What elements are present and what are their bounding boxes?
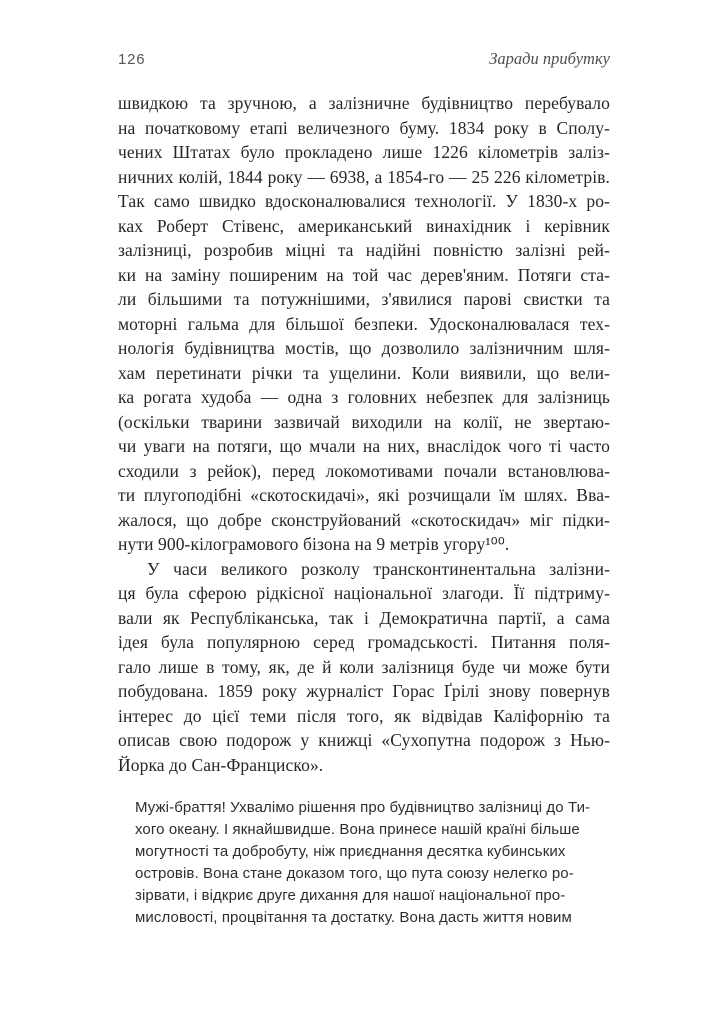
text-line: нути 900-кілограмового бізона на 9 метрів угору¹⁰⁰.	[118, 534, 510, 554]
text-line: Так само швидко вдосконалювалися технології. У 1830-х ро-	[118, 191, 610, 211]
text-line: моторні гальма для більшої безпеки. Удосконалювалася тех-	[118, 313, 610, 334]
text-line: островів. Вона стане доказом того, що пута союзу нелегко ро-	[135, 865, 574, 882]
text-line: ки на заміну поширеним на той час дерев'яним. Потяги ста-	[118, 264, 610, 285]
text-line: зірвати, і відкриє друге дихання для нашої національної про-	[135, 887, 566, 904]
text-line: хого океану. І якнайшвидше. Вона принесе нашій країні більше	[135, 821, 580, 838]
text-line: вали як Республіканська, так і Демократична партії, а сама	[118, 607, 610, 628]
page-header	[118, 49, 610, 69]
text-line: побудована. 1859 року журналіст Горас Ґрілі знову повернув	[118, 681, 610, 701]
text-line: ідея була популярною серед громадськості. Питання поля-	[118, 632, 610, 652]
block-quote	[135, 797, 607, 929]
text-line: могутності та добробуту, ніж приєднання десятка кубинських	[135, 843, 566, 860]
text-line: хам перетинати річки та ущелини. Коли виявили, що вели-	[118, 362, 610, 383]
text-line: нологія будівництва мостів, що дозволило залізничним шля-	[118, 338, 610, 358]
text-line: (оскільки тварини зазвичай виходили на колії, не звертаю-	[118, 411, 610, 432]
text-line: ця була сферою рідкісної національної злагоди. Її підтриму-	[118, 583, 610, 603]
text-line: жалося, що добре сконструйований «скотоскидач» міг підки-	[118, 509, 610, 530]
body-text	[118, 91, 610, 777]
text-line: гало лише в тому, як, де й коли залізниця буде чи може бути	[118, 656, 610, 677]
text-line: залізниці, розробив міцні та надійні повністю залізні рей-	[118, 240, 610, 260]
text-line: швидкою та зручною, а залізничне будівництво перебувало	[118, 93, 610, 113]
text-line: ка рогата худоба — одна з головних небезпек для залізниць	[118, 387, 610, 407]
text-line: чених Штатах було прокладено лише 1226 кілометрів заліз-	[118, 142, 610, 162]
text-line: Йорка до Сан-Франциско».	[118, 754, 324, 775]
running-head: Заради прибутку	[489, 49, 610, 68]
text-line: чи уваги на потяги, що мчали на них, внаслідок чого ті часто	[118, 436, 610, 456]
text-line: мисловості, процвітання та достатку. Вона дасть життя новим	[135, 909, 572, 926]
text-line: ничних колій, 1844 року — 6938, а 1854-го — 25 226 кілометрів.	[118, 166, 610, 187]
paragraph-transcontinental	[118, 557, 610, 778]
text-line: інтерес до цієї теми після того, як відвідав Каліфорнію та	[118, 705, 610, 726]
text-line: описав свою подорож у книжці «Сухопутна подорож з Нью-	[118, 730, 610, 750]
page-number: 126	[118, 51, 146, 68]
text-line: на початковому етапі величезного буму. 1834 року в Сполу-	[118, 117, 610, 138]
text-line: ках Роберт Стівенс, американський винахідник і керівник	[118, 215, 610, 236]
paragraph-railroad-boom	[118, 91, 610, 557]
text-line: У часи великого розколу трансконтинентальна залізни-	[147, 558, 610, 579]
text-line: ти плугоподібні «скотоскидачі», які розчищали їм шлях. Вва-	[118, 485, 610, 505]
text-line: ли більшими та потужнішими, з'явилися парові свистки та	[118, 289, 610, 309]
text-line: Мужі-браття! Ухвалімо рішення про будівництво залізниці до Ти-	[135, 799, 591, 816]
text-line: сходили з рейок), перед локомотивами почали встановлюва-	[118, 460, 610, 481]
